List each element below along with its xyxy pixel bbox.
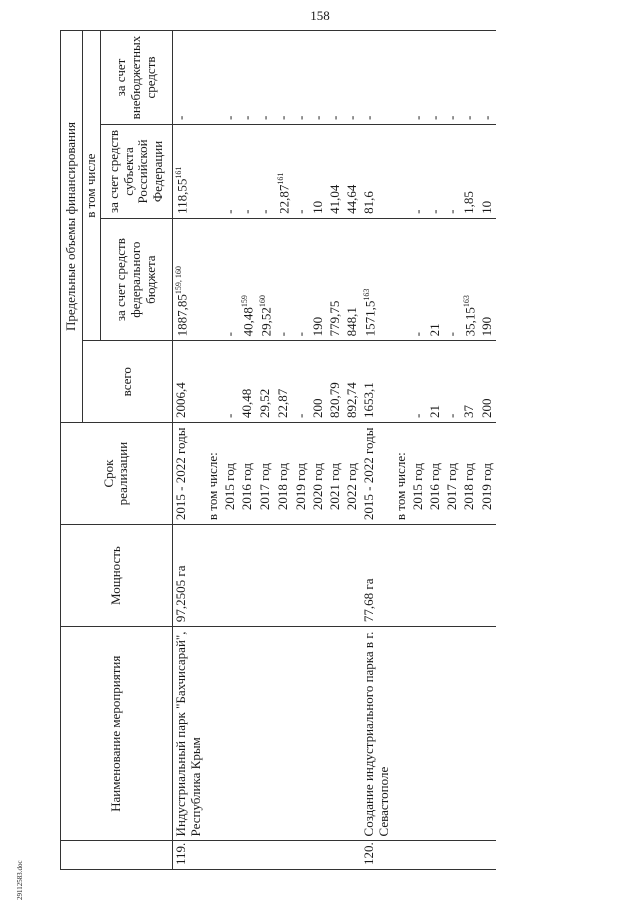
cell-power — [205, 525, 222, 627]
cell-total — [461, 341, 479, 423]
cell-ext — [479, 31, 496, 125]
cell-reg-text: - — [410, 209, 426, 214]
cell-fed-text: 190 — [479, 316, 495, 337]
table-row — [257, 31, 275, 870]
cell-fed — [427, 218, 444, 340]
header-name: Наименование мероприятия — [61, 627, 173, 841]
cell-number — [393, 841, 410, 870]
cell-total-text: - — [293, 413, 309, 419]
cell-fed-text: 21 — [426, 323, 442, 337]
cell-total-text: 40,48 — [238, 388, 254, 419]
cell-power — [479, 525, 496, 627]
cell-reg-text: - — [256, 209, 272, 214]
cell-number — [361, 841, 393, 870]
cell-name — [310, 627, 327, 841]
cell-fed-text: 1887,85 — [174, 294, 190, 337]
cell-reg — [361, 125, 393, 219]
table-row — [239, 31, 257, 870]
cell-reg-text: - — [443, 209, 459, 214]
cell-total — [293, 341, 310, 423]
cell-reg — [427, 125, 444, 219]
cell-ext — [344, 31, 361, 125]
cell-total — [427, 341, 444, 423]
cell-fed — [275, 218, 293, 340]
cell-reg-text: - — [221, 209, 237, 214]
cell-reg-footnote: 161 — [173, 166, 183, 179]
cell-power — [444, 525, 461, 627]
cell-total — [257, 341, 275, 423]
cell-power — [310, 525, 327, 627]
cell-ext — [393, 31, 410, 125]
cell-reg — [327, 125, 344, 219]
cell-term-text: 2021 год — [327, 463, 343, 511]
cell-fed — [205, 218, 222, 340]
cell-name — [239, 627, 257, 841]
cell-number — [327, 841, 344, 870]
cell-fed-text: - — [221, 332, 237, 337]
cell-total-text: 29,52 — [256, 388, 272, 419]
cell-term — [310, 423, 327, 525]
cell-term-text: 2015 год — [221, 463, 237, 511]
table-header — [61, 31, 173, 870]
cell-term-text: 2015 - 2022 годы — [361, 427, 377, 521]
cell-name — [205, 627, 222, 841]
file-reference — [16, 830, 26, 900]
cell-number — [275, 841, 293, 870]
cell-ext-text: - — [426, 115, 442, 121]
cell-power — [293, 525, 310, 627]
cell-reg — [310, 125, 327, 219]
cell-number — [222, 841, 239, 870]
financing-table — [60, 30, 496, 870]
cell-name — [293, 627, 310, 841]
cell-name — [275, 627, 293, 841]
cell-ext — [205, 31, 222, 125]
cell-reg-text: 22,87 — [276, 184, 292, 214]
table-row — [222, 31, 239, 870]
cell-total-text: - — [221, 413, 237, 419]
cell-term-text: 2015 год — [410, 463, 426, 511]
cell-fed — [327, 218, 344, 340]
cell-total — [479, 341, 496, 423]
cell-reg — [205, 125, 222, 219]
cell-number — [427, 841, 444, 870]
cell-reg — [344, 125, 361, 219]
cell-name — [327, 627, 344, 841]
cell-term-text: 2017 год — [443, 463, 459, 511]
cell-reg-text: - — [426, 209, 442, 214]
cell-fed — [172, 218, 204, 340]
cell-term — [172, 423, 204, 525]
cell-term — [410, 423, 427, 525]
cell-reg — [239, 125, 257, 219]
cell-term — [461, 423, 479, 525]
cell-ext — [410, 31, 427, 125]
cell-total — [172, 341, 204, 423]
cell-total-text: - — [410, 413, 426, 419]
header-limit: Предельные объемы финансирования — [61, 31, 83, 423]
cell-reg-text: 10 — [479, 200, 495, 214]
cell-ext — [293, 31, 310, 125]
cell-reg-footnote: 161 — [276, 172, 286, 185]
header-ext: за счет внебюджетных средств — [100, 31, 172, 125]
cell-name — [361, 627, 393, 841]
cell-ext-text: - — [275, 115, 291, 121]
cell-total — [275, 341, 293, 423]
cell-total — [393, 341, 410, 423]
cell-term-text: 2020 год — [310, 463, 326, 511]
cell-name-text: Индустриальный парк "Бахчисарай", Республика Крым — [172, 631, 203, 837]
table-row — [344, 31, 361, 870]
cell-reg-text: 10 — [310, 200, 326, 214]
cell-fed — [361, 218, 393, 340]
cell-term — [344, 423, 361, 525]
cell-number — [461, 841, 479, 870]
cell-ext — [327, 31, 344, 125]
cell-total — [222, 341, 239, 423]
header-total: всего — [83, 341, 173, 423]
table-row — [461, 31, 479, 870]
cell-name — [427, 627, 444, 841]
cell-power — [275, 525, 293, 627]
cell-fed-text: - — [275, 332, 291, 337]
cell-ext-text: - — [293, 115, 309, 121]
cell-reg-text: - — [293, 209, 309, 214]
cell-name — [410, 627, 427, 841]
cell-ext — [239, 31, 257, 125]
cell-reg — [479, 125, 496, 219]
cell-fed — [344, 218, 361, 340]
cell-power — [393, 525, 410, 627]
cell-fed-text: 1571,5 — [362, 300, 378, 337]
table-row — [310, 31, 327, 870]
cell-number-text: 119. — [172, 842, 188, 865]
cell-reg-text: - — [238, 209, 254, 214]
cell-fed-text: 779,75 — [327, 300, 343, 337]
cell-term-text: 2019 год — [479, 463, 495, 511]
cell-power — [222, 525, 239, 627]
cell-term — [361, 423, 393, 525]
cell-fed — [310, 218, 327, 340]
cell-number — [293, 841, 310, 870]
table-row — [205, 31, 222, 870]
cell-total-text: 21 — [426, 405, 442, 419]
cell-number — [239, 841, 257, 870]
cell-name — [461, 627, 479, 841]
cell-power — [257, 525, 275, 627]
cell-fed — [393, 218, 410, 340]
cell-reg — [222, 125, 239, 219]
cell-total-text: 37 — [460, 405, 476, 419]
cell-ext-text: - — [361, 115, 377, 121]
cell-ext-text: - — [256, 115, 272, 121]
header-number — [61, 841, 173, 870]
cell-total-text: 200 — [479, 398, 495, 419]
cell-term-text: в том числе: — [393, 452, 409, 521]
cell-fed — [222, 218, 239, 340]
table-body — [172, 31, 496, 870]
cell-total — [361, 341, 393, 423]
cell-fed — [479, 218, 496, 340]
cell-total — [344, 341, 361, 423]
cell-ext-text: - — [443, 115, 459, 121]
cell-term-text: 2017 год — [256, 463, 272, 511]
cell-name — [444, 627, 461, 841]
table-row — [172, 31, 204, 870]
cell-name — [257, 627, 275, 841]
cell-fed — [444, 218, 461, 340]
cell-name — [393, 627, 410, 841]
cell-total-text: 1653,1 — [361, 382, 377, 419]
cell-power — [361, 525, 393, 627]
cell-name — [172, 627, 204, 841]
cell-ext — [172, 31, 204, 125]
table-row — [479, 31, 496, 870]
cell-term-text: в том числе: — [204, 452, 220, 521]
cell-ext — [257, 31, 275, 125]
cell-total-text: 200 — [310, 398, 326, 419]
header-power: Мощность — [61, 525, 173, 627]
cell-total-text: 892,74 — [344, 382, 360, 419]
header-reg: за счет средств субъекта Российской Федерации — [100, 125, 172, 219]
cell-fed-text: - — [293, 332, 309, 337]
cell-fed — [461, 218, 479, 340]
cell-fed — [239, 218, 257, 340]
cell-term — [444, 423, 461, 525]
cell-term-text: 2022 год — [344, 463, 360, 511]
cell-power — [172, 525, 204, 627]
cell-fed-footnote: 163 — [461, 295, 471, 308]
cell-power — [327, 525, 344, 627]
cell-reg — [444, 125, 461, 219]
cell-term — [293, 423, 310, 525]
cell-fed-text: 190 — [310, 316, 326, 337]
header-fed: за счет средств федерального бюджета — [100, 218, 172, 340]
cell-total — [410, 341, 427, 423]
cell-total — [310, 341, 327, 423]
cell-ext-text: - — [327, 115, 343, 121]
table-row — [427, 31, 444, 870]
cell-term — [222, 423, 239, 525]
cell-ext-text: - — [460, 115, 476, 121]
table-row — [275, 31, 293, 870]
cell-number-text: 120. — [361, 842, 377, 865]
cell-number — [410, 841, 427, 870]
cell-ext-text: - — [172, 115, 188, 121]
cell-reg — [172, 125, 204, 219]
cell-ext — [361, 31, 393, 125]
cell-number — [172, 841, 204, 870]
cell-reg-text: 81,6 — [361, 191, 377, 214]
cell-term-text: 2016 год — [426, 463, 442, 511]
table-row — [293, 31, 310, 870]
cell-term — [205, 423, 222, 525]
cell-number — [205, 841, 222, 870]
cell-term — [257, 423, 275, 525]
cell-total-text: 820,79 — [327, 382, 343, 419]
cell-total-text: - — [443, 413, 459, 419]
cell-number — [344, 841, 361, 870]
cell-ext — [310, 31, 327, 125]
cell-reg-text: 44,64 — [344, 184, 360, 214]
cell-power — [427, 525, 444, 627]
cell-fed-text: 35,15 — [462, 307, 478, 337]
cell-fed — [293, 218, 310, 340]
cell-reg — [275, 125, 293, 219]
cell-number — [444, 841, 461, 870]
cell-reg — [410, 125, 427, 219]
cell-term-text: 2015 - 2022 годы — [172, 427, 188, 521]
cell-ext-text: - — [410, 115, 426, 121]
cell-term — [427, 423, 444, 525]
cell-reg-text: 41,04 — [327, 184, 343, 214]
cell-power — [239, 525, 257, 627]
cell-power-text: 77,68 га — [361, 578, 377, 623]
cell-term — [479, 423, 496, 525]
table-row — [410, 31, 427, 870]
table-row — [444, 31, 461, 870]
cell-ext — [444, 31, 461, 125]
cell-fed-footnote: 163 — [362, 288, 372, 301]
cell-number — [257, 841, 275, 870]
cell-fed-footnote: 160 — [257, 295, 267, 308]
cell-ext — [427, 31, 444, 125]
cell-total-text: 2006,4 — [172, 382, 188, 419]
cell-name — [479, 627, 496, 841]
cell-reg-text: 1,85 — [460, 191, 476, 214]
cell-term-text: 2016 год — [238, 463, 254, 511]
cell-term — [275, 423, 293, 525]
cell-power — [461, 525, 479, 627]
cell-fed-footnote: 159, 160 — [173, 266, 183, 295]
cell-total-text: 22,87 — [275, 388, 291, 419]
cell-fed-text: 40,48 — [240, 307, 256, 337]
cell-total — [444, 341, 461, 423]
cell-reg — [393, 125, 410, 219]
page-number: 158 — [310, 8, 330, 23]
cell-power — [344, 525, 361, 627]
cell-fed-text: - — [410, 332, 426, 337]
cell-ext-text: - — [221, 115, 237, 121]
cell-power — [410, 525, 427, 627]
cell-number — [479, 841, 496, 870]
cell-ext-text: - — [479, 115, 495, 121]
cell-total — [239, 341, 257, 423]
cell-name — [222, 627, 239, 841]
cell-ext — [275, 31, 293, 125]
cell-total — [205, 341, 222, 423]
header-term: Срок реализации — [61, 423, 173, 525]
cell-fed-footnote: 159 — [239, 295, 249, 308]
rotated-table-container — [60, 30, 620, 870]
cell-fed-text: 29,52 — [258, 307, 274, 337]
cell-term-text: 2018 год — [460, 463, 476, 511]
cell-ext — [222, 31, 239, 125]
cell-power-text: 97,2505 га — [172, 565, 188, 623]
cell-term — [327, 423, 344, 525]
table-row — [393, 31, 410, 870]
cell-fed-text: - — [443, 332, 459, 337]
cell-total — [327, 341, 344, 423]
header-incl: в том числе — [83, 31, 101, 341]
cell-reg — [461, 125, 479, 219]
cell-ext-text: - — [344, 115, 360, 121]
cell-name-text: Создание индустриального парка в г. Севастополе — [361, 631, 392, 837]
cell-reg-text: 118,55 — [174, 178, 190, 214]
cell-fed-text: 848,1 — [344, 307, 360, 337]
cell-term-text: 2018 год — [275, 463, 291, 511]
file-reference-text: 2911258З.doc — [16, 860, 24, 900]
cell-number — [310, 841, 327, 870]
cell-reg — [257, 125, 275, 219]
cell-term — [239, 423, 257, 525]
cell-term-text: 2019 год — [293, 463, 309, 511]
cell-ext — [461, 31, 479, 125]
cell-name — [344, 627, 361, 841]
table-row — [361, 31, 393, 870]
cell-reg — [293, 125, 310, 219]
cell-ext-text: - — [310, 115, 326, 121]
cell-term — [393, 423, 410, 525]
cell-ext-text: - — [238, 115, 254, 121]
cell-fed — [410, 218, 427, 340]
table-row — [327, 31, 344, 870]
cell-fed — [257, 218, 275, 340]
